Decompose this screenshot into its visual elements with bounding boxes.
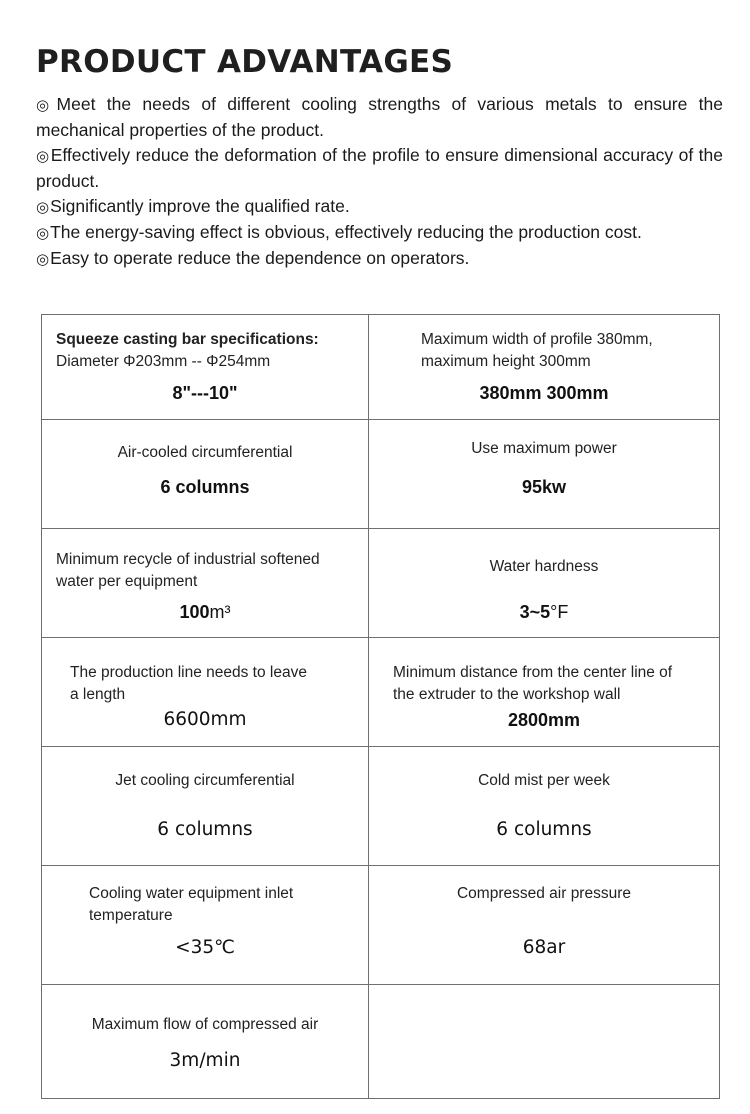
- spec-cell-max-power: [369, 420, 720, 529]
- spec-cell-jet-cooling: [42, 747, 369, 866]
- spec-label: Minimum distance from the center line of: [393, 664, 673, 681]
- spec-label: a length: [70, 686, 126, 703]
- table-row: [42, 747, 720, 866]
- double-circle-icon: ◎: [36, 96, 56, 114]
- table-row: [42, 315, 720, 420]
- spec-label: Use maximum power: [471, 440, 617, 457]
- spec-label: Minimum recycle of industrial softened: [56, 551, 320, 568]
- page-title: PRODUCT ADVANTAGES: [36, 44, 454, 80]
- spec-label: Diameter Φ203mm -- Φ254mm: [56, 353, 271, 370]
- table-row: [42, 529, 720, 638]
- spec-value: 3~5°F: [519, 602, 569, 622]
- spec-label: Water hardness: [489, 558, 599, 575]
- advantage-item: [36, 220, 723, 246]
- spec-cell-air-cooled: [42, 420, 369, 529]
- spec-label: temperature: [89, 907, 173, 924]
- spec-value: 8"---10": [172, 383, 238, 403]
- advantage-text: Meet the needs of different cooling strengths of various metals to ensure the mechanical properties of the product.: [36, 94, 723, 140]
- spec-label: The production line needs to leave: [70, 664, 307, 681]
- spec-value: 3m/min: [169, 1050, 241, 1071]
- spec-cell-empty: [369, 985, 720, 1099]
- spec-value: 6600mm: [163, 709, 247, 730]
- specifications-table: [41, 314, 720, 1099]
- advantage-item: [36, 246, 723, 272]
- double-circle-icon: ◎: [36, 147, 50, 165]
- spec-cell-water-hardness: [369, 529, 720, 638]
- advantage-item: [36, 92, 723, 143]
- spec-label: Compressed air pressure: [456, 885, 631, 902]
- advantage-text: Effectively reduce the deformation of the profile to ensure dimensional accuracy of the product.: [36, 145, 723, 191]
- spec-value: 68ar: [522, 937, 566, 958]
- spec-label: the extruder to the workshop wall: [393, 686, 621, 703]
- advantages-list: [36, 92, 723, 272]
- spec-cell-cold-mist: [369, 747, 720, 866]
- table-row: [42, 420, 720, 529]
- double-circle-icon: ◎: [36, 250, 50, 268]
- spec-value: 2800mm: [507, 710, 581, 730]
- double-circle-icon: ◎: [36, 198, 50, 216]
- table-row: [42, 638, 720, 747]
- spec-value: 100m³: [179, 602, 231, 622]
- spec-value: 380mm 300mm: [479, 383, 609, 403]
- spec-label: maximum height 300mm: [421, 353, 591, 370]
- table-row: [42, 866, 720, 985]
- spec-label: Cold mist per week: [478, 772, 610, 789]
- spec-label: Air-cooled circumferential: [117, 444, 293, 461]
- advantage-item: [36, 194, 723, 220]
- spec-value: <35℃: [175, 937, 235, 958]
- spec-label: Cooling water equipment inlet: [89, 885, 294, 902]
- advantage-item: [36, 143, 723, 194]
- spec-label: water per equipment: [56, 573, 198, 590]
- spec-cell-profile-size: [369, 315, 720, 420]
- advantage-text: Significantly improve the qualified rate.: [50, 196, 350, 216]
- spec-cell-inlet-temperature: [42, 866, 369, 985]
- spec-cell-air-flow: [42, 985, 369, 1099]
- spec-value: 6 columns: [157, 819, 253, 840]
- advantage-text: Easy to operate reduce the dependence on operators.: [50, 248, 470, 268]
- spec-value: 6 columns: [160, 477, 250, 497]
- double-circle-icon: ◎: [36, 224, 50, 242]
- spec-label: Jet cooling circumferential: [115, 772, 295, 789]
- spec-heading: Squeeze casting bar specifications:: [56, 331, 319, 348]
- spec-value: 6 columns: [496, 819, 592, 840]
- spec-label: Maximum flow of compressed air: [91, 1016, 319, 1033]
- spec-label: Maximum width of profile 380mm,: [421, 331, 653, 348]
- spec-cell-line-length: [42, 638, 369, 747]
- spec-cell-air-pressure: [369, 866, 720, 985]
- table-row: [42, 985, 720, 1099]
- spec-cell-softened-water: [42, 529, 369, 638]
- spec-cell-bar-spec: [42, 315, 369, 420]
- advantage-text: The energy-saving effect is obvious, effectively reducing the production cost.: [50, 222, 642, 242]
- spec-cell-wall-distance: [369, 638, 720, 747]
- spec-value: 95kw: [521, 477, 567, 497]
